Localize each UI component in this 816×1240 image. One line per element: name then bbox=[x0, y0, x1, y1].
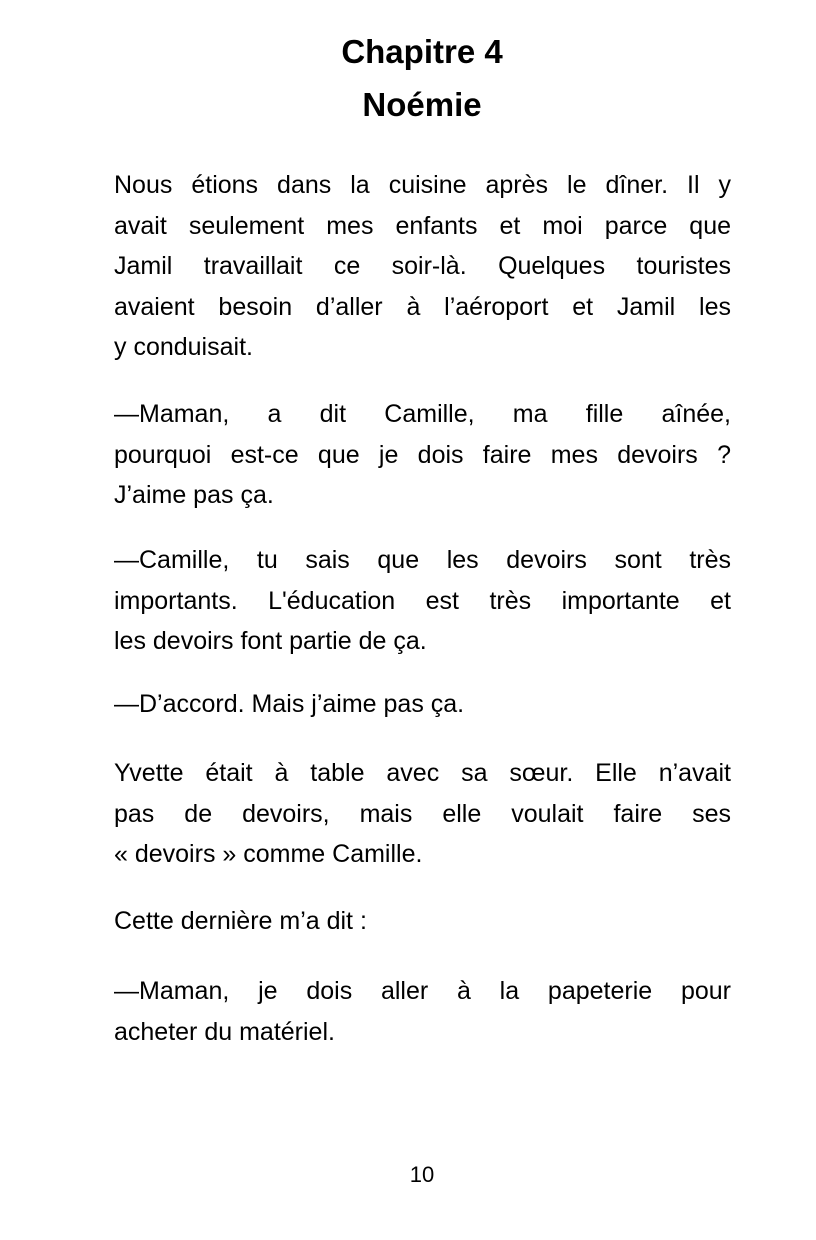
text-line: importants. L'éducation est très importante et bbox=[114, 586, 731, 615]
paragraph bbox=[114, 394, 731, 516]
paragraph bbox=[114, 684, 731, 725]
text-line: J’aime pas ça. bbox=[114, 481, 274, 509]
text-line: « devoirs » comme Camille. bbox=[114, 840, 423, 868]
text-line: y conduisait. bbox=[114, 333, 253, 361]
text-line: avait seulement mes enfants et moi parce que bbox=[114, 211, 731, 240]
paragraph bbox=[114, 753, 731, 875]
text-line: les devoirs font partie de ça. bbox=[114, 627, 427, 655]
text-line: Cette dernière m’a dit : bbox=[114, 907, 367, 935]
text-line: pas de devoirs, mais elle voulait faire ses bbox=[114, 799, 731, 828]
text-line: acheter du matériel. bbox=[114, 1017, 335, 1046]
text-line: Yvette était à table avec sa sœur. Elle n’avait bbox=[114, 759, 731, 787]
text-line: —Maman, a dit Camille, ma fille aînée, bbox=[114, 400, 731, 428]
text-line: Jamil travaillait ce soir-là. Quelques touristes bbox=[114, 252, 731, 280]
paragraph bbox=[114, 540, 731, 662]
text-line: avaient besoin d’aller à l’aéroport et Jamil les bbox=[114, 292, 731, 321]
chapter-title: Noémie bbox=[362, 86, 482, 123]
text-line: —D’accord. Mais j’aime pas ça. bbox=[114, 690, 465, 718]
text-line: pourquoi est-ce que je dois faire mes devoirs ? bbox=[114, 440, 731, 469]
paragraph bbox=[114, 971, 731, 1052]
text-line: —Maman, je dois aller à la papeterie pour bbox=[114, 977, 731, 1005]
paragraph bbox=[114, 165, 731, 368]
text-line: Nous étions dans la cuisine après le dîner. Il y bbox=[114, 171, 731, 199]
paragraph bbox=[114, 901, 731, 942]
page-number: 10 bbox=[409, 1162, 435, 1187]
chapter-number: Chapitre 4 bbox=[341, 33, 503, 70]
text-line: —Camille, tu sais que les devoirs sont très bbox=[114, 546, 731, 574]
